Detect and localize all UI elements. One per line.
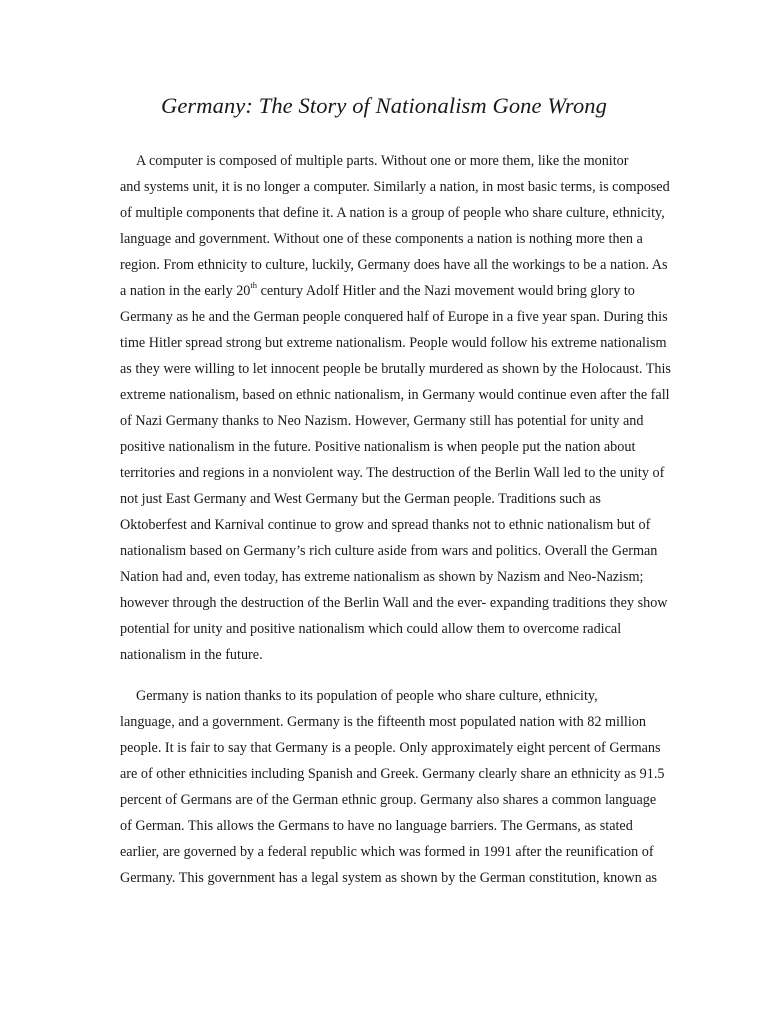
text-line: Germany as he and the German people conquered half of Europe in a five year span. During this: [120, 309, 668, 325]
text-line: not just East Germany and West Germany but the German people. Traditions such as: [120, 491, 601, 507]
text-line: region. From ethnicity to culture, luckily, Germany does have all the workings to be a nation. As: [120, 257, 668, 273]
text-line: and systems unit, it is no longer a computer. Similarly a nation, in most basic terms, is composed: [120, 179, 670, 195]
text-line: A computer is composed of multiple parts. Without one or more them, like the monitor: [136, 153, 629, 169]
text-line: as they were willing to let innocent people be brutally murdered as shown by the Holocaust. This: [120, 361, 671, 377]
text-run: century Adolf Hitler and the Nazi movement would bring glory to: [257, 283, 635, 299]
text-line: nationalism in the future.: [120, 647, 263, 663]
text-line: time Hitler spread strong but extreme nationalism. People would follow his extreme nationalism: [120, 335, 667, 351]
text-line: potential for unity and positive nationalism which could allow them to overcome radical: [120, 621, 622, 637]
text-line: people. It is fair to say that Germany is a people. Only approximately eight percent of Germans: [120, 740, 661, 756]
text-line: Germany is nation thanks to its population of people who share culture, ethnicity,: [136, 688, 598, 704]
document-title: Germany: The Story of Nationalism Gone Wrong: [160, 93, 608, 118]
text-line: extreme nationalism, based on ethnic nationalism, in Germany would continue even after the fall: [120, 387, 670, 403]
text-line: Nation had and, even today, has extreme nationalism as shown by Nazism and Neo-Nazism;: [120, 569, 644, 585]
text-line: language, and a government. Germany is the fifteenth most populated nation with 82 million: [120, 714, 646, 730]
paragraph: [120, 683, 665, 891]
text-line: [120, 278, 652, 304]
text-line: earlier, are governed by a federal republic which was formed in 1991 after the reunification of: [120, 844, 654, 860]
text-line: of German. This allows the Germans to have no language barriers. The Germans, as stated: [120, 818, 633, 834]
text-line: of Nazi Germany thanks to Neo Nazism. However, Germany still has potential for unity and: [120, 413, 644, 429]
text-line: nationalism based on Germany’s rich culture aside from wars and politics. Overall the German: [120, 543, 658, 559]
text-line: percent of Germans are of the German ethnic group. Germany also shares a common language: [120, 792, 657, 808]
text-line: positive nationalism in the future. Positive nationalism is when people put the nation about: [120, 439, 636, 455]
text-line: language and government. Without one of these components a nation is nothing more then a: [120, 231, 643, 247]
text-line: territories and regions in a nonviolent way. The destruction of the Berlin Wall led to the unity of: [120, 465, 665, 481]
superscript: th: [250, 280, 258, 291]
text-line: are of other ethnicities including Spanish and Greek. Germany clearly share an ethnicity as 91.5: [120, 766, 665, 782]
text-line: Oktoberfest and Karnival continue to grow and spread thanks not to ethnic nationalism but of: [120, 517, 651, 533]
text-line: of multiple components that define it. A nation is a group of people who share culture, ethnicity,: [120, 205, 665, 221]
text-line: Germany. This government has a legal system as shown by the German constitution, known as: [120, 870, 658, 886]
text-line: however through the destruction of the Berlin Wall and the ever- expanding traditions they show: [120, 595, 668, 611]
text-run: a nation in the early 20: [120, 283, 251, 299]
paragraph: [120, 148, 671, 668]
